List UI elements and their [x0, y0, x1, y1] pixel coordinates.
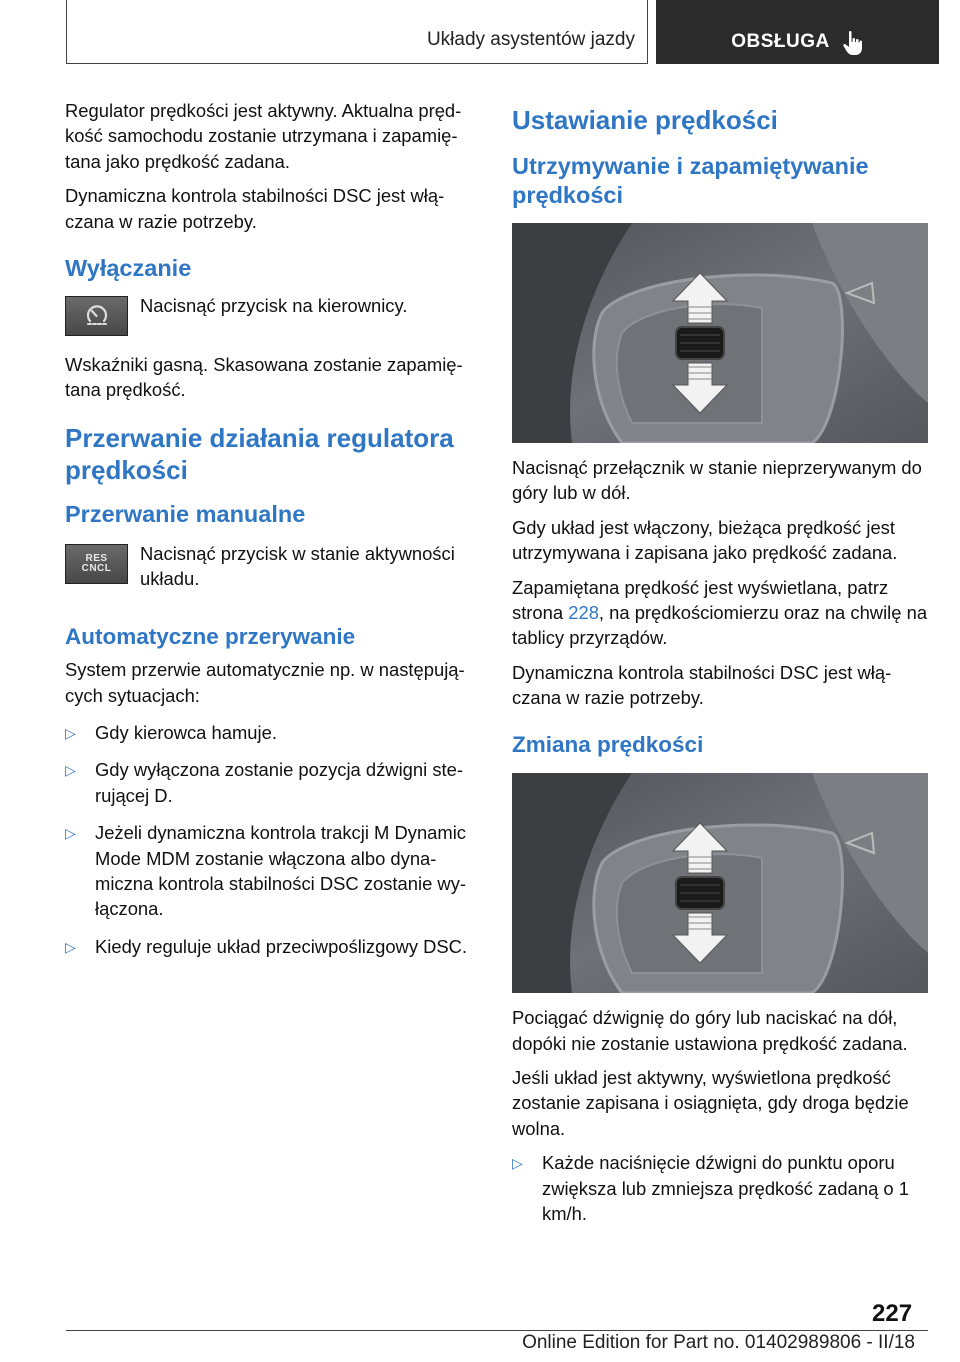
- header-chapter-tab[interactable]: [656, 0, 939, 64]
- heading-set-speed: Ustawianie prędkości: [512, 105, 778, 135]
- left-column: [65, 98, 479, 971]
- paragraph-dsc: Dynamiczna kontrola stabilności DSC jest włą‐czana w razie potrzeby.: [65, 185, 445, 232]
- list-item: ▷ Każde naciśnięcie dźwigni do punktu oporu zwiększa lub zmniejsza prędkość zadaną o 1 km/h.: [512, 1152, 909, 1224]
- auto-interrupt-intro: System przerwie automatycznie np. w następują‐cych sytuacjach:: [65, 659, 465, 706]
- cruise-control-off-icon: [84, 303, 110, 329]
- page-link-228[interactable]: 228: [568, 602, 599, 624]
- list-item: ▷ Gdy kierowca hamuje.: [65, 720, 479, 745]
- paragraph-indicators-off: Wskaźniki gasną. Skasowana zostanie zapamię‐tana prędkość.: [65, 353, 463, 400]
- hand-pointer-icon: [842, 30, 864, 56]
- change-paragraph-1: Pociągać dźwignię do góry lub naciskać na dół, dopóki nie zostanie ustawiona prędkość zadana.: [512, 1007, 908, 1054]
- footer-divider: [66, 1330, 928, 1331]
- page-number: 227: [872, 1300, 913, 1327]
- hold-paragraph-1: Nacisnąć przełącznik w stanie nieprzerywanym do góry lub w dół.: [512, 457, 922, 504]
- section-title: Układy asystentów jazdy: [426, 29, 635, 50]
- hold-paragraph-2: Gdy układ jest włączony, bieżąca prędkość jest utrzymywana i zapisana jako prędkość zadana.: [512, 516, 898, 564]
- footer-edition: Online Edition for Part no. 01402989806 - II/18: [522, 1332, 915, 1353]
- heading-switch-off: Wyłączanie: [65, 255, 192, 282]
- paragraph-active: Regulator prędkości jest aktywny. Aktualna pręd‐kość samochodu zostanie utrzymana i zapamię‐tana jako prędkość zadana.: [65, 100, 462, 172]
- list-item: ▷ Kiedy reguluje układ przeciwpoślizgowy DSC.: [65, 934, 479, 959]
- heading-auto-interrupt: Automatyczne przerywanie: [65, 623, 356, 649]
- change-paragraph-2: Jeśli układ jest aktywny, wyświetlona prędkość zostanie zapisana i osiągnięta, gdy droga będzie wolna.: [512, 1066, 909, 1139]
- auto-interrupt-list: [65, 720, 479, 959]
- steering-wheel-photo-change: [512, 773, 928, 993]
- triangle-bullet-icon: ▷: [512, 1155, 523, 1172]
- heading-manual-interrupt: Przerwanie manualne: [65, 501, 306, 528]
- steering-wheel-photo-hold: [512, 223, 928, 443]
- list-item: ▷ Jeżeli dynamiczna kontrola trakcji M Dynamic Mode MDM zostanie włączona albo dyna‐miczna kontrola stabilności DSC zostanie wy‐łączona.: [65, 822, 467, 920]
- hold-paragraph-3: Zapamiętana prędkość jest wyświetlana, patrz strona 228, na prędkościomierzu oraz na chwilę na tablicy przyrządów.: [512, 576, 928, 649]
- manual-interrupt-text: Nacisnąć przycisk w stanie aktywności układu.: [140, 542, 455, 590]
- hold-paragraph-4: Dynamiczna kontrola stabilności DSC jest włą‐czana w razie potrzeby.: [512, 661, 892, 709]
- heading-hold-speed: Utrzymywanie i zapamiętywanie prędkości: [512, 153, 869, 208]
- cruise-off-button-image: [65, 296, 128, 336]
- heading-change-speed: Zmiana prędkości: [512, 731, 704, 757]
- heading-interrupt: Przerwanie działania regulatora prędkości: [65, 423, 454, 486]
- triangle-bullet-icon: ▷: [65, 724, 76, 741]
- res-cncl-icon: RES CNCL: [81, 552, 112, 574]
- switch-off-instruction: [65, 293, 479, 336]
- change-list: [512, 1150, 928, 1226]
- right-column: [512, 98, 928, 1238]
- list-item: ▷ Gdy wyłączona zostanie pozycja dźwigni ste‐rującej D.: [65, 759, 463, 806]
- triangle-bullet-icon: ▷: [65, 825, 76, 842]
- triangle-bullet-icon: ▷: [65, 762, 76, 779]
- header-section-title: [66, 0, 648, 64]
- switch-off-text: Nacisnąć przycisk na kierownicy.: [140, 294, 408, 316]
- chapter-tab-label: OBSŁUGA: [731, 31, 830, 52]
- res-cncl-button-image: [65, 544, 128, 584]
- triangle-bullet-icon: ▷: [65, 938, 76, 955]
- manual-interrupt-instruction: [65, 541, 479, 601]
